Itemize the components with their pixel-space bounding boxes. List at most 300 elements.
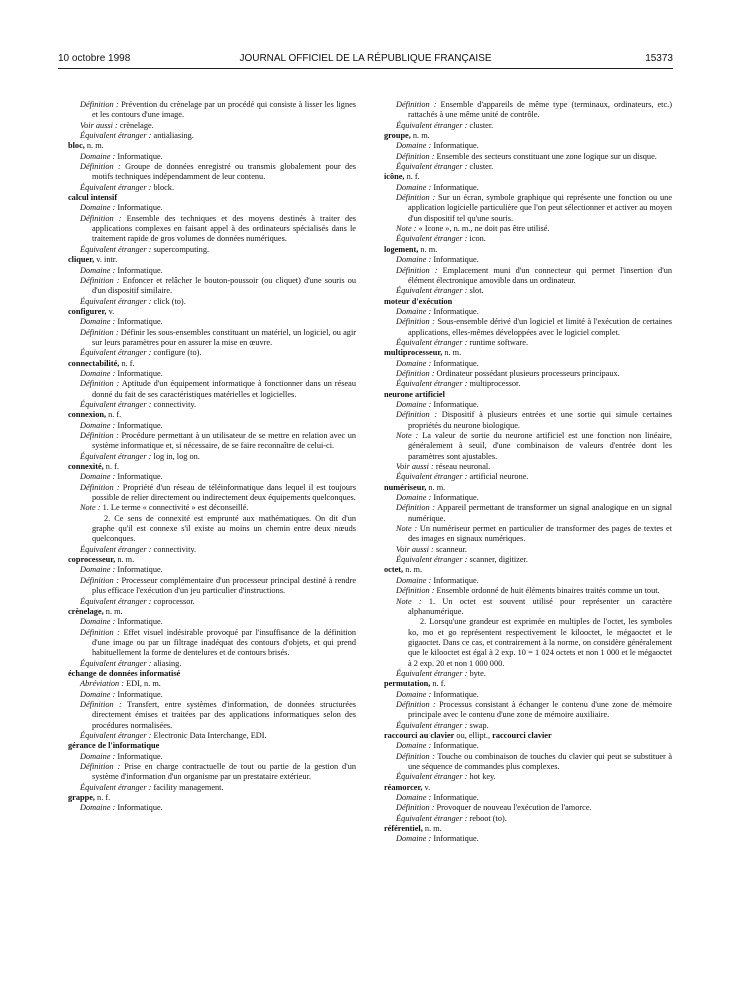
entry-field [372, 431, 672, 462]
field-text: supercomputing. [151, 244, 210, 254]
entry-term [68, 307, 356, 317]
term-grammar: n. f. [94, 793, 111, 803]
header-date: 10 octobre 1998 [58, 53, 131, 64]
field-label: Définition : [396, 368, 435, 378]
entry-field [372, 700, 672, 721]
entry-field [56, 297, 356, 307]
field-text: Emplacement muni d'un connecteur qui permet l'insertion d'un élément électronique amovible dans un ordinateur. [408, 265, 672, 285]
term-grammar: ou, ellipt., [454, 730, 493, 740]
term-headword: numériseur, [384, 482, 427, 492]
term-grammar: n. m. [442, 348, 462, 358]
field-text: Informatique. [115, 203, 163, 213]
field-label: Domaine : [396, 182, 432, 192]
field-label: Définition : [80, 762, 121, 771]
entry-field [372, 152, 672, 162]
field-label: Domaine : [80, 617, 116, 627]
field-label: Équivalent étranger : [80, 544, 152, 554]
field-label: Domaine : [80, 689, 116, 699]
field-text: Prévention du crènelage par un procédé qui consiste à lisser les lignes et les contours d'une image. [92, 100, 357, 120]
field-label: Domaine : [80, 420, 116, 430]
field-label: Domaine : [396, 689, 432, 699]
entry-field [56, 545, 356, 555]
field-text: EDI, n. m. [124, 679, 161, 689]
entry-field [372, 576, 672, 586]
field-text: connectivity. [151, 399, 197, 409]
entry-term [384, 824, 672, 834]
term-headword: calcul intensif [68, 193, 118, 203]
term-headword: logement, [384, 244, 419, 254]
term-grammar: n. f. [404, 172, 420, 182]
field-text: Informatique. [115, 751, 163, 761]
field-text: Informatique. [431, 741, 479, 751]
entry-field [56, 162, 356, 183]
field-label: Domaine : [396, 306, 432, 316]
term-grammar: n. f. [106, 410, 122, 420]
entry-term [384, 297, 672, 307]
field-text: Informatique. [431, 689, 479, 699]
entry-field [56, 369, 356, 379]
field-label: Définition : [396, 803, 435, 813]
entry-field [56, 472, 356, 482]
entry-field [372, 586, 672, 596]
field-label: Équivalent étranger : [80, 131, 152, 141]
entry-field [372, 255, 672, 265]
field-label: Équivalent étranger : [396, 772, 468, 782]
field-text: 2. Lorsqu'une grandeur est exprimée en multiples de l'octet, les symboles ko, mo et go représentent respectivement le kilooctet, le mégaoctet et le gigaoctet. Dans ce cas, et contrairement à la norme, on considère généralement que le kilooctet est égal à 2 exp. 10 = 1 024 octets et non 1 000 et le mégaoctet à 2 exp. 20 et non 1 000 000. [408, 617, 672, 668]
term-grammar: n. f. [430, 679, 446, 689]
term-headword: référentiel, [384, 824, 423, 834]
field-label: Domaine : [80, 472, 116, 482]
field-label: Définition : [80, 575, 119, 585]
field-label: Définition : [80, 327, 119, 337]
term-headword: bloc, [68, 141, 85, 151]
field-label: Équivalent étranger : [396, 555, 468, 565]
term-headword: gérance de l'informatique [68, 741, 160, 751]
field-text: cluster. [467, 162, 494, 172]
field-text: 1. Le terme « connectivité » est déconseillé. [100, 503, 249, 513]
field-text: cluster. [467, 120, 494, 130]
field-text: antialiasing. [151, 131, 194, 141]
field-label: Définition : [396, 151, 435, 161]
field-text: Informatique. [431, 255, 479, 265]
field-text: slot. [467, 286, 484, 296]
field-text: Electronic Data Interchange, EDI. [151, 730, 267, 740]
entry-field [372, 317, 672, 338]
field-text: Enfoncer et relâcher le bouton-poussoir (ou cliquet) d'une souris ou d'un dispositif similaire. [92, 275, 357, 296]
field-label: Définition : [80, 379, 120, 389]
term-headword: neurone artificiel [384, 389, 445, 399]
entry-field [56, 328, 356, 349]
term-headword: multiprocesseur, [384, 348, 443, 358]
field-text: Informatique. [431, 141, 479, 151]
field-text: Ensemble d'appareils de même type (terminaux, ordinateurs, etc.) rattachés à une même unité de contrôle. [408, 100, 672, 120]
entry-field [372, 369, 672, 379]
entry-field [372, 462, 672, 472]
term-headword: connexion, [68, 410, 107, 420]
field-text: Groupe de données enregistré ou transmis globalement pour des motifs techniques indépendamment de leur contenu. [92, 162, 356, 182]
term-headword-alt: raccourci clavier [492, 730, 552, 740]
entry-field [56, 597, 356, 607]
entry-field [56, 452, 356, 462]
field-label: Définition : [396, 503, 436, 513]
field-label: Domaine : [396, 793, 432, 803]
field-label: Équivalent étranger : [396, 234, 468, 244]
field-text: byte. [467, 668, 486, 678]
field-text: réseau neuronal. [433, 462, 491, 472]
term-grammar: n. m. [403, 565, 423, 575]
field-text: click (to). [151, 296, 186, 306]
term-headword: coprocesseur, [68, 555, 116, 565]
field-text: Prise en charge contractuelle de tout ou partie de la gestion d'un système d'information d'un organisme par un prestataire extérieur. [92, 762, 356, 782]
entry-field [56, 700, 356, 731]
header-title: JOURNAL OFFICIEL DE LA RÉPUBLIQUE FRANÇAISE [239, 53, 492, 64]
entry-field [372, 772, 672, 782]
field-text: Informatique. [115, 472, 163, 482]
field-label: Note : [396, 224, 417, 234]
term-headword: icône, [384, 172, 405, 182]
field-label: Définition : [396, 265, 438, 275]
entry-field [372, 400, 672, 410]
field-text: La valeur de sortie du neurone artificiel est une fonction non linéaire, généralement à seuil, d'une combinaison de valeurs d'entrée dont les paramètres sont ajustables. [408, 431, 672, 461]
field-label: Équivalent étranger : [80, 658, 152, 668]
entry-field [372, 234, 672, 244]
field-text: Informatique. [115, 803, 163, 813]
field-label: Domaine : [80, 565, 116, 575]
entry-field [372, 493, 672, 503]
entry-field [56, 783, 356, 793]
entry-field [372, 834, 672, 844]
entry-field [56, 431, 356, 452]
entry-field [56, 152, 356, 162]
page-header [58, 53, 673, 67]
field-text: Informatique. [115, 265, 163, 275]
field-text: Informatique. [115, 317, 163, 327]
entry-field [56, 503, 356, 513]
field-label: Domaine : [396, 141, 432, 151]
entry-term [384, 348, 672, 358]
field-text: Informatique. [431, 575, 479, 585]
header-page-number: 15373 [645, 53, 673, 64]
field-label: Domaine : [80, 803, 116, 813]
field-label: Équivalent étranger : [80, 182, 152, 192]
entry-term [384, 172, 672, 182]
field-text: swap. [467, 720, 489, 730]
entry-field [56, 348, 356, 358]
field-label: Domaine : [396, 741, 432, 751]
term-grammar: n. f. [103, 462, 119, 472]
entry-field [56, 266, 356, 276]
field-text: Ordinateur possédant plusieurs processeurs principaux. [434, 368, 620, 378]
field-text: coprocessor. [151, 596, 195, 606]
entry-field [372, 286, 672, 296]
entry-term [68, 741, 356, 751]
entry-field [372, 359, 672, 369]
field-label: Équivalent étranger : [80, 244, 152, 254]
field-text: Effet visuel indésirable provoqué par l'insuffisance de la définition d'une image ou par un filtrage inadéquat des contours d'objets, et qui prend habituellement la forme de dentelures et de contours brisés. [92, 627, 356, 658]
entry-term [68, 359, 356, 369]
term-grammar: n. m. [426, 482, 446, 492]
field-label: Note : [396, 596, 422, 606]
field-text: icon. [467, 234, 486, 244]
entry-field [372, 803, 672, 813]
entry-field [56, 100, 356, 121]
field-label: Définition : [396, 317, 435, 327]
field-text: Informatique. [431, 399, 479, 409]
term-headword: cliquer, [68, 255, 95, 265]
field-label: Définition : [80, 627, 120, 637]
entry-term [384, 245, 672, 255]
field-label: Définition : [80, 100, 119, 109]
field-label: Équivalent étranger : [396, 379, 468, 389]
field-label: Domaine : [396, 358, 432, 368]
entry-field [56, 276, 356, 297]
entry-field [372, 224, 672, 234]
entry-term [384, 679, 672, 689]
field-label: Abréviation : [80, 679, 125, 689]
field-label: Domaine : [396, 493, 432, 503]
field-label: Définition : [396, 751, 435, 761]
term-grammar: v. [106, 306, 115, 316]
entry-term [384, 565, 672, 575]
field-label: Voir aussi : [80, 120, 118, 130]
field-label: Définition : [396, 193, 436, 203]
entry-note-continuation [372, 617, 672, 669]
header-rule [58, 68, 673, 69]
field-text: Dispositif à plusieurs entrées et une sortie qui simule certaines propriétés du neurone biologique. [408, 410, 672, 430]
entry-field [372, 793, 672, 803]
field-label: Définition : [80, 482, 120, 492]
term-grammar: n. m. [115, 555, 135, 565]
field-text: multiprocessor. [467, 379, 521, 389]
field-label: Définition : [80, 699, 122, 709]
field-text: Informatique. [115, 565, 163, 575]
entry-term [68, 555, 356, 565]
field-label: Définition : [80, 213, 122, 223]
term-headword: connectabilité, [68, 358, 120, 368]
entry-field [56, 245, 356, 255]
field-text: Sous-ensemble dérivé d'un logiciel et limité à l'exécution de certaines applications, elles-mêmes développées avec le logiciel complet. [408, 317, 673, 337]
field-text: Informatique. [431, 306, 479, 316]
entry-field [56, 576, 356, 597]
entry-field [372, 141, 672, 151]
field-text: log in, log on. [151, 451, 200, 461]
field-label: Voir aussi : [396, 544, 434, 554]
field-text: « Icone », n. m., ne doit pas être utilisé. [416, 224, 550, 234]
entry-field [372, 669, 672, 679]
left-column [56, 100, 356, 814]
entry-field [56, 203, 356, 213]
entry-field [372, 545, 672, 555]
field-text: Informatique. [431, 834, 479, 844]
entry-field [372, 690, 672, 700]
field-text: artificial neurone. [467, 472, 529, 482]
term-headword: réamorcer, [384, 782, 423, 792]
field-label: Domaine : [80, 203, 116, 213]
field-text: reboot (to). [467, 813, 507, 823]
entry-term [68, 193, 356, 203]
field-label: Équivalent étranger : [396, 162, 468, 172]
field-label: Domaine : [80, 265, 116, 275]
term-grammar: n. f. [119, 358, 135, 368]
field-label: Domaine : [396, 834, 432, 844]
term-headword: crènelage, [68, 606, 104, 616]
field-text: Appareil permettant de transformer un signal analogique en un signal numérique. [408, 503, 672, 523]
entry-field [372, 307, 672, 317]
term-headword: moteur d'exécution [384, 296, 453, 306]
entry-field [372, 555, 672, 565]
term-grammar: n. m. [84, 141, 104, 151]
field-label: Équivalent étranger : [80, 399, 152, 409]
entry-field [56, 617, 356, 627]
field-text: hot key. [467, 772, 496, 782]
field-text: Informatique. [431, 793, 479, 803]
field-text: Ensemble des secteurs constituant une zone logique sur un disque. [434, 151, 657, 161]
field-text: 1. Un octet est souvent utilisé pour représenter un caractère alphanumérique. [408, 596, 672, 616]
field-label: Équivalent étranger : [396, 286, 468, 296]
field-text: scanneur. [433, 544, 467, 554]
entry-field [372, 524, 672, 545]
entry-term [68, 607, 356, 617]
field-text: Sur un écran, symbole graphique qui représente une fonction ou une application logicielle particulière que l'on peut sélectionner et activer au moyen d'un dispositif tel qu'une souris. [408, 193, 672, 223]
field-text: Informatique. [431, 182, 479, 192]
field-text: Aptitude d'un équipement informatique à fonctionner dans un réseau donné du fait de ses caractéristiques matérielles et logicielles. [92, 379, 356, 399]
field-text: Procédure permettant à un utilisateur de se mettre en relation avec un système informatique et, si nécessaire, de se faire reconnaître de celui-ci. [92, 431, 357, 451]
field-label: Note : [396, 524, 418, 534]
entry-field [56, 483, 356, 504]
field-label: Note : [80, 503, 101, 513]
entry-term [384, 731, 672, 741]
field-label: Définition : [80, 431, 119, 440]
entry-field [56, 421, 356, 431]
term-grammar: n. m. [410, 131, 430, 141]
field-label: Domaine : [396, 399, 432, 409]
field-label: Domaine : [80, 317, 116, 327]
entry-field [372, 597, 672, 618]
field-text: Touche ou combinaison de touches du clavier qui peut se substituer à une séquence de commandes plus complexes. [408, 751, 672, 771]
entry-field [56, 400, 356, 410]
term-headword: groupe, [384, 131, 411, 141]
entry-term [68, 462, 356, 472]
term-grammar: v. [422, 782, 431, 792]
term-headword: configurer, [68, 306, 107, 316]
field-text: configure (to). [151, 348, 202, 358]
entry-field [372, 193, 672, 224]
entry-term [68, 255, 356, 265]
field-text: Définir les sous-ensembles constituant un matériel, un logiciel, ou agir sur leurs paramètres pour en assurer la mise en œuvre. [92, 327, 357, 347]
field-label: Équivalent étranger : [396, 720, 468, 730]
field-text: Provoquer de nouveau l'exécution de l'amorce. [434, 803, 592, 813]
field-label: Équivalent étranger : [396, 668, 468, 678]
entry-field [372, 741, 672, 751]
field-text: 2. Ce sens de connexité est emprunté aux mathématiques. On dit d'un graphe qu'il est connexe s'il existe au moins un chemin entre deux nœuds quelconques. [92, 513, 356, 544]
entry-term [384, 390, 672, 400]
field-label: Équivalent étranger : [396, 337, 468, 347]
entry-field [56, 752, 356, 762]
field-text: scanner, digitizer. [467, 555, 528, 565]
entry-field [56, 690, 356, 700]
field-text: crènelage. [117, 120, 154, 130]
entry-field [56, 121, 356, 131]
field-label: Équivalent étranger : [80, 596, 152, 606]
field-text: Processeur complémentaire d'un processeur principal destiné à rendre plus efficace l'exécution d'un jeu particulier d'instructions. [92, 575, 357, 596]
term-grammar: v. intr. [94, 255, 118, 265]
entry-term [68, 669, 356, 679]
entry-field [372, 814, 672, 824]
field-text: Processus consistant à échanger le contenu d'une zone de mémoire principale avec le contenu d'une zone de mémoire auxiliaire. [408, 699, 672, 720]
entry-field [372, 410, 672, 431]
field-label: Équivalent étranger : [80, 730, 152, 740]
entry-field [372, 266, 672, 287]
entry-field [56, 803, 356, 813]
entry-field [372, 100, 672, 121]
entry-field [56, 565, 356, 575]
entry-field [372, 379, 672, 389]
field-text: Informatique. [115, 689, 163, 699]
entry-field [56, 679, 356, 689]
entry-field [56, 131, 356, 141]
field-label: Équivalent étranger : [396, 472, 468, 482]
field-label: Définition : [396, 699, 436, 709]
field-text: Propriété d'un réseau de téléinformatique dans lequel il est toujours possible de relier directement ou indirectement deux équipements quelconques. [92, 482, 357, 503]
entry-field [56, 628, 356, 659]
field-label: Domaine : [80, 151, 116, 161]
term-headword: connexité, [68, 462, 104, 472]
term-grammar: n. m. [418, 244, 438, 254]
term-grammar: n. m. [103, 606, 123, 616]
field-label: Équivalent étranger : [80, 348, 152, 358]
field-label: Définition : [396, 100, 437, 109]
field-text: connectivity. [151, 544, 197, 554]
field-text: facility management. [151, 782, 224, 792]
term-headword: raccourci au clavier [384, 730, 455, 740]
field-label: Définition : [396, 410, 438, 420]
entry-field [372, 752, 672, 773]
entry-field [56, 379, 356, 400]
field-label: Équivalent étranger : [396, 120, 468, 130]
entry-field [372, 503, 672, 524]
term-headword: octet, [384, 565, 404, 575]
right-column [372, 100, 672, 845]
field-label: Équivalent étranger : [80, 296, 152, 306]
field-label: Voir aussi : [396, 462, 434, 472]
field-label: Équivalent étranger : [80, 451, 152, 461]
entry-term [384, 131, 672, 141]
entry-field [372, 183, 672, 193]
entry-field [56, 214, 356, 245]
field-label: Domaine : [396, 255, 432, 265]
entry-field [372, 472, 672, 482]
field-text: Informatique. [431, 358, 479, 368]
field-text: runtime software. [467, 337, 529, 347]
field-text: Un numériseur permet en particulier de transformer des pages de textes et des images en signaux numériques. [408, 524, 672, 544]
entry-field [372, 338, 672, 348]
entry-field [372, 721, 672, 731]
field-label: Définition : [80, 275, 120, 285]
field-text: Informatique. [115, 420, 163, 430]
field-label: Équivalent étranger : [396, 813, 468, 823]
entry-term [384, 783, 672, 793]
field-text: Informatique. [431, 493, 479, 503]
field-text: Ensemble des techniques et des moyens destinés à traiter des applications complexes en faisant appel à des ordinateurs spécialisés dans le traitement rapide de gros volumes de données numériques. [92, 213, 357, 244]
field-text: Informatique. [115, 368, 163, 378]
field-text: Informatique. [115, 617, 163, 627]
field-text: block. [151, 182, 175, 192]
term-grammar: n. m. [422, 824, 442, 834]
entry-field [56, 731, 356, 741]
field-text: aliasing. [151, 658, 182, 668]
term-headword: échange de données informatisé [68, 668, 181, 678]
field-label: Domaine : [80, 368, 116, 378]
